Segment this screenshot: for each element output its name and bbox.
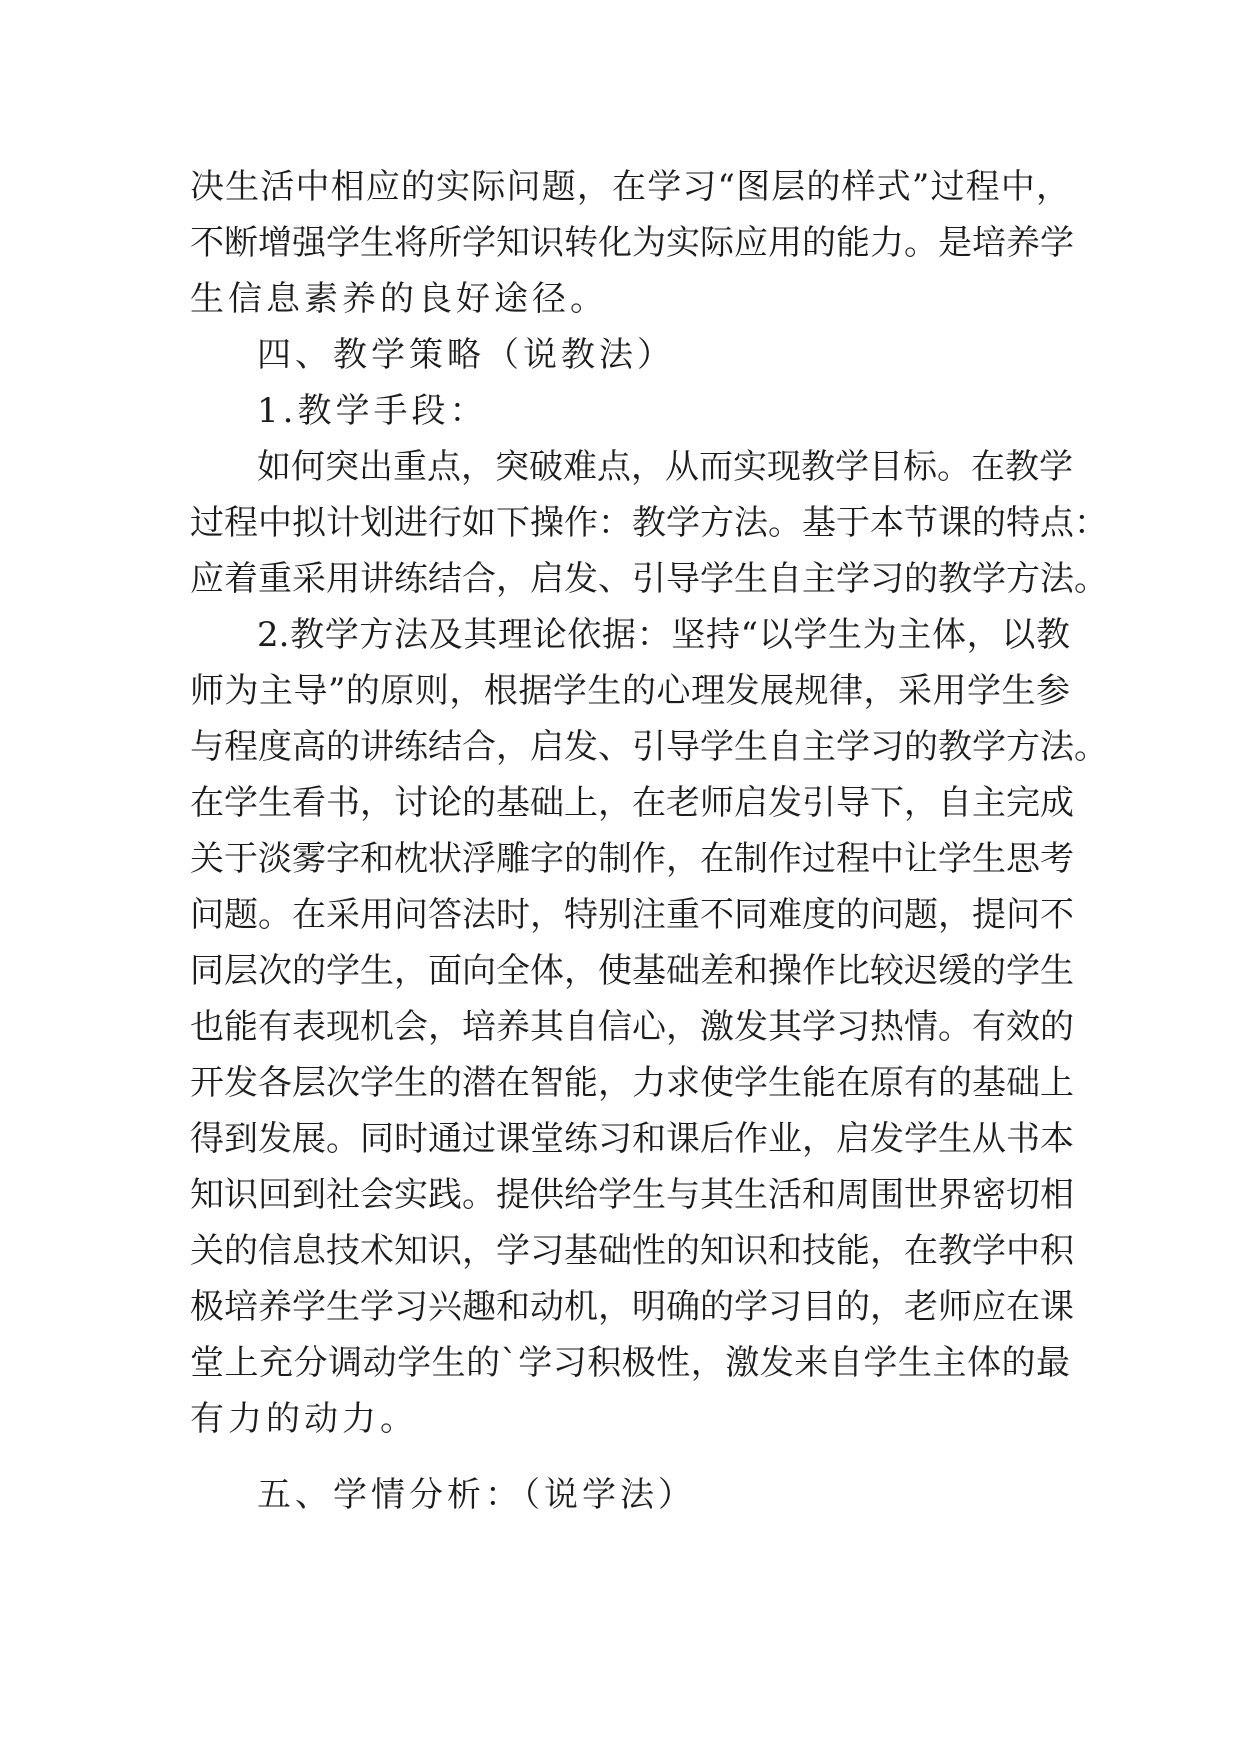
- text-line: 堂上充分调动学生的`学习积极性，激发来自学生主体的最: [190, 1343, 1070, 1383]
- text-line: 问题。在采用问答法时，特别注重不同难度的问题，提问不: [190, 895, 1074, 935]
- text-line: 2.教学方法及其理论依据：坚持“以学生为主体，以教: [257, 615, 1070, 655]
- text-line: 开发各层次学生的潜在智能，力求使学生能在原有的基础上: [190, 1063, 1074, 1103]
- section-heading: 五、学情分析：（说学法）: [257, 1475, 696, 1515]
- text-line: 同层次的学生，面向全体，使基础差和操作比较迟缓的学生: [190, 951, 1074, 991]
- text-line: 得到发展。同时通过课堂练习和课后作业，启发学生从书本: [190, 1119, 1074, 1159]
- text-line: 与程度高的讲练结合，启发、引导学生自主学习的教学方法。: [190, 727, 1108, 767]
- subheading: 1.教学手段：: [257, 391, 488, 431]
- text-line: 师为主导”的原则，根据学生的心理发展规律，采用学生参: [190, 671, 1070, 711]
- text-line: 过程中拟计划进行如下操作：教学方法。基于本节课的特点：: [190, 503, 1108, 543]
- text-line: 生信息素养的良好途径。: [190, 279, 608, 319]
- text-line: 也能有表现机会，培养其自信心，激发其学习热情。有效的: [190, 1007, 1074, 1047]
- text-line: 极培养学生学习兴趣和动机，明确的学习目的，老师应在课: [190, 1287, 1074, 1327]
- text-line: 在学生看书，讨论的基础上，在老师启发引导下，自主完成: [190, 783, 1074, 823]
- text-line: 有力的动力。: [190, 1399, 418, 1439]
- text-line: 不断增强学生将所学知识转化为实际应用的能力。是培养学: [190, 223, 1074, 263]
- text-line: 应着重采用讲练结合，启发、引导学生自主学习的教学方法。: [190, 559, 1108, 599]
- text-line: 关于淡雾字和枕状浮雕字的制作，在制作过程中让学生思考: [190, 839, 1074, 879]
- text-line: 知识回到社会实践。提供给学生与其生活和周围世界密切相: [190, 1175, 1074, 1215]
- text-line: 关的信息技术知识，学习基础性的知识和技能，在教学中积: [190, 1231, 1074, 1271]
- section-heading: 四、教学策略（说教法）: [257, 335, 675, 375]
- text-line: 决生活中相应的实际问题，在学习“图层的样式”过程中，: [190, 167, 1070, 207]
- text-line: 如何突出重点，突破难点，从而实现教学目标。在教学: [257, 447, 1073, 487]
